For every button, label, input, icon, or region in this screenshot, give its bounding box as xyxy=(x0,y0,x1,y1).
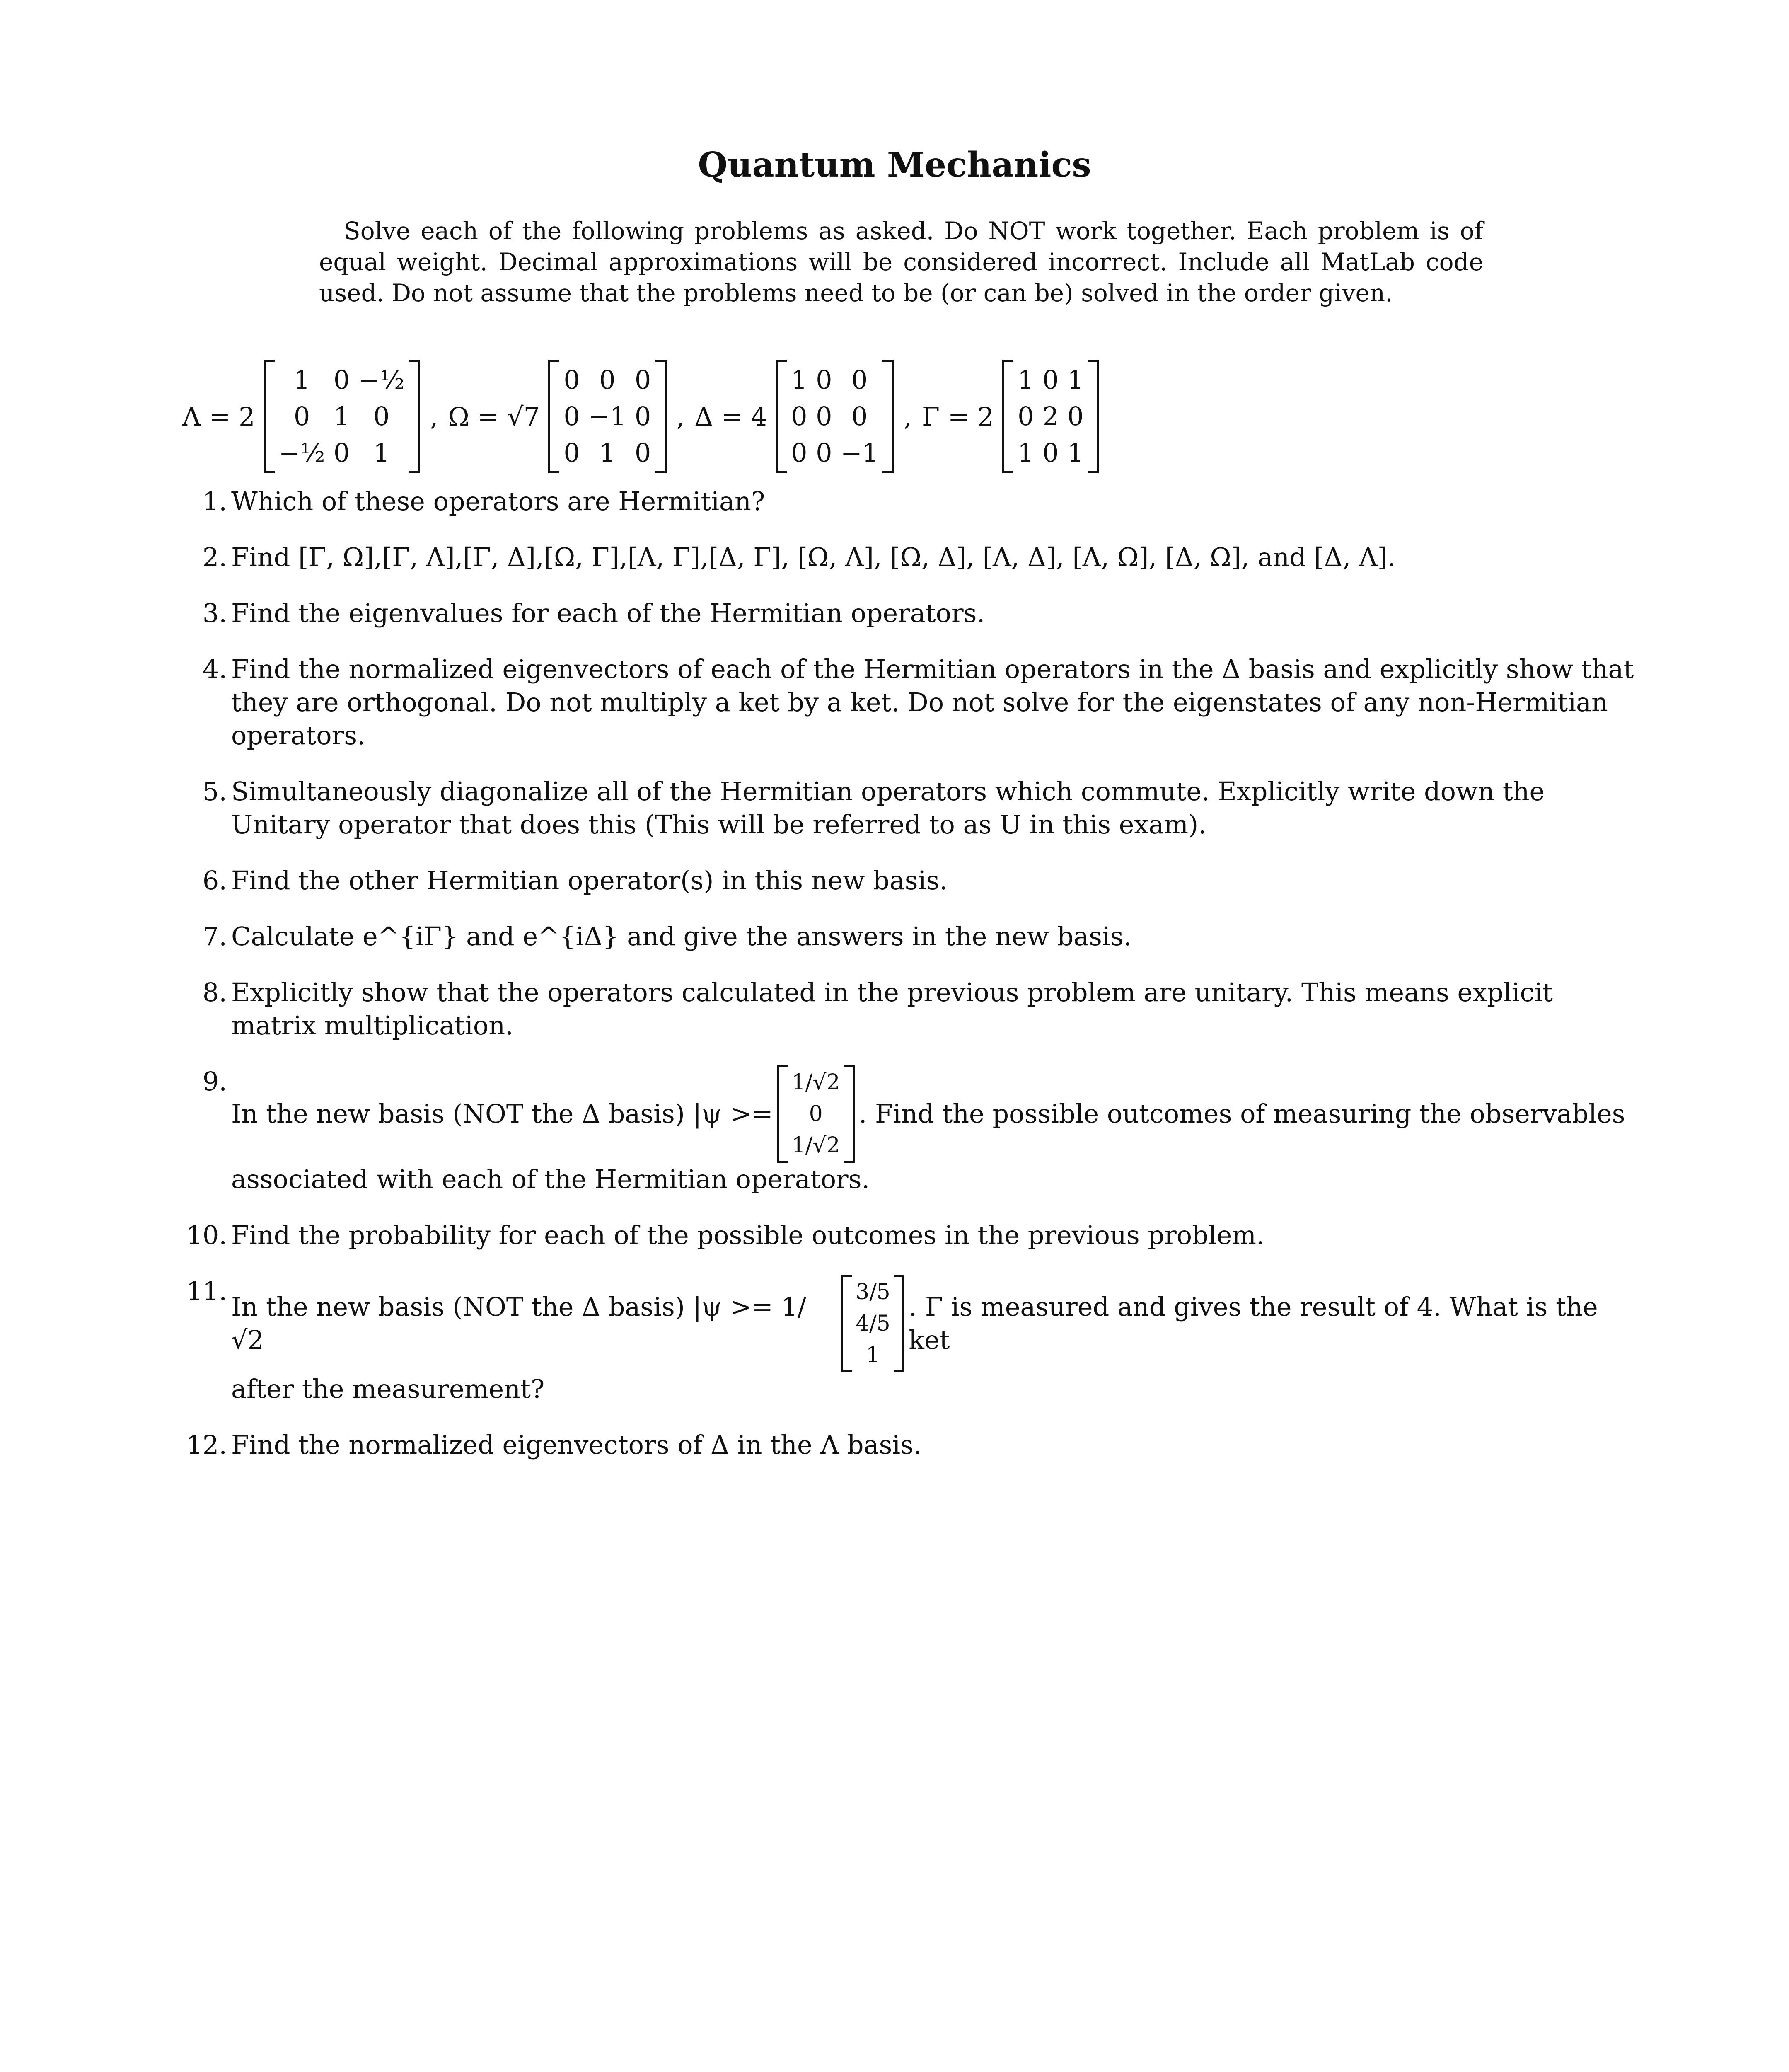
vector-cell: 4/5 xyxy=(856,1311,890,1336)
problem-item xyxy=(178,1065,1645,1196)
left-bracket xyxy=(548,360,559,473)
matrix-cell: 1 xyxy=(333,401,350,431)
operator-lhs: Λ = 2 xyxy=(182,401,255,432)
problem-number: 6. xyxy=(202,865,227,896)
matrix-cell: −½ xyxy=(358,365,405,395)
right-bracket xyxy=(844,1065,855,1163)
problem-item xyxy=(178,775,1645,841)
right-bracket xyxy=(655,360,667,473)
matrix-cell: 1 xyxy=(1018,365,1034,395)
matrix-cell: 1 xyxy=(293,365,310,395)
matrix-cells xyxy=(788,1065,844,1163)
vector-cell: 0 xyxy=(809,1101,823,1126)
problem-text: Find the eigenvalues for each of the Hermitian operators. xyxy=(231,598,985,628)
matrix-cells xyxy=(787,360,882,473)
problem-text: Find the other Hermitian operator(s) in this new basis. xyxy=(231,865,948,896)
matrix-cell: 0 xyxy=(1042,365,1059,395)
problem-number: 4. xyxy=(202,654,227,684)
matrix-cell: 1 xyxy=(791,365,807,395)
problem-item xyxy=(178,541,1645,574)
problem-item xyxy=(178,976,1645,1042)
comma-separator: , xyxy=(904,401,912,432)
problem-text: Find [Γ, Ω],[Γ, Λ],[Γ, Δ],[Ω, Γ],[Λ, Γ],[Δ, Γ], [Ω, Λ], [Ω, Δ], [Λ, Δ], [Λ, Ω], [Δ, Ω], and [Δ, Λ]. xyxy=(231,542,1396,572)
matrix-cell: 0 xyxy=(851,365,868,395)
problem-number: 12. xyxy=(186,1430,227,1460)
problem-number: 7. xyxy=(202,921,227,951)
problem-item xyxy=(178,864,1645,897)
vector-cell: 1/√2 xyxy=(791,1133,840,1158)
operator-matrix xyxy=(264,360,420,473)
operator-0 xyxy=(178,360,424,473)
matrix-cell: 1 xyxy=(1067,365,1084,395)
problem-item xyxy=(178,597,1645,630)
operator-matrix xyxy=(548,360,666,473)
matrix-cell: 0 xyxy=(634,438,651,468)
matrix-cells xyxy=(1013,360,1088,473)
problem-text-pre: In the new basis (NOT the Δ basis) |ψ >= 1/√2 xyxy=(231,1292,806,1355)
operator-lhs: Ω = √7 xyxy=(448,401,540,432)
problem-text: Which of these operators are Hermitian? xyxy=(231,486,765,516)
matrix-cell: 0 xyxy=(634,401,651,431)
matrix-cell: 0 xyxy=(373,401,390,431)
problem-text: Find the normalized eigenvectors of each of the Hermitian operators in the Δ basis and explicitly show that they are orthogonal. Do not multiply a ket by a ket. Do not solve for the eigenstates of any non-Hermitian operators. xyxy=(231,654,1634,750)
matrix-cell: 1 xyxy=(373,438,390,468)
instructions-paragraph: Solve each of the following problems as asked. Do NOT work together. Each problem is of equal weight. Decimal approximations will be considered incorrect. Include all MatLab code used. Do not assume that the problems need to be (or can be) solved in the order given. xyxy=(319,217,1483,307)
problem-text-cont: after the measurement? xyxy=(231,1374,545,1404)
problem-number: 3. xyxy=(202,598,227,628)
matrix-cell: 0 xyxy=(816,365,832,395)
problem-item xyxy=(178,653,1645,752)
vector-cell: 1 xyxy=(866,1343,880,1368)
problem-text-post: . Γ is measured and gives the result of 4. What is the ket xyxy=(909,1292,1598,1355)
matrix-cell: 2 xyxy=(1042,401,1059,431)
problem-text: Explicitly show that the operators calculated in the previous problem are unitary. This means explicit matrix multiplication. xyxy=(231,977,1553,1041)
right-bracket xyxy=(894,1275,905,1372)
problem-number: 8. xyxy=(202,977,227,1007)
problem-number: 9. xyxy=(202,1066,227,1097)
problem-text: Simultaneously diagonalize all of the Hermitian operators which commute. Explicitly write down the Unitary operator that does this (This will be referred to as U in this exam). xyxy=(231,776,1545,840)
matrix-cells xyxy=(559,360,655,473)
matrix-cell: 0 xyxy=(563,401,580,431)
left-bracket xyxy=(1002,360,1013,473)
matrix-cell: 1 xyxy=(599,438,616,468)
vector-cell: 1/√2 xyxy=(791,1070,840,1095)
right-bracket xyxy=(409,360,420,473)
problem-number: 2. xyxy=(202,542,227,572)
matrix-cell: 0 xyxy=(791,401,807,431)
problem-text-cont: associated with each of the Hermitian operators. xyxy=(231,1164,870,1194)
problem-text-post: . Find the possible outcomes of measuring the observables xyxy=(858,1099,1625,1129)
problem-text: Find the probability for each of the possible outcomes in the previous problem. xyxy=(231,1220,1264,1250)
matrix-cell: 0 xyxy=(563,438,580,468)
state-vector xyxy=(841,1275,904,1372)
matrix-cell: 0 xyxy=(791,438,807,468)
matrix-cell: 0 xyxy=(293,401,310,431)
problem-text: Find the normalized eigenvectors of Δ in the Λ basis. xyxy=(231,1430,922,1460)
matrix-cell: 0 xyxy=(599,365,616,395)
problem-item xyxy=(178,920,1645,953)
problem-line xyxy=(231,1275,1645,1372)
matrix-cells xyxy=(275,360,409,473)
problem-item xyxy=(178,1428,1645,1462)
operator-2 xyxy=(690,360,898,473)
state-vector xyxy=(777,1065,855,1163)
operator-lhs: Γ = 2 xyxy=(921,401,994,432)
problem-number: 11. xyxy=(186,1276,227,1306)
operator-3 xyxy=(918,360,1103,473)
right-bracket xyxy=(1088,360,1099,473)
matrix-cell: 0 xyxy=(333,438,350,468)
problem-number: 1. xyxy=(202,486,227,516)
problem-number: 10. xyxy=(186,1220,227,1250)
matrix-cell: 0 xyxy=(1042,438,1059,468)
comma-separator: , xyxy=(676,401,685,432)
matrix-cell: 0 xyxy=(1067,401,1084,431)
operator-lhs: Δ = 4 xyxy=(694,401,767,432)
problem-text: Calculate e^{iΓ} and e^{iΔ} and give the answers in the new basis. xyxy=(231,921,1132,951)
matrix-cell: 0 xyxy=(851,401,868,431)
matrix-cell: 0 xyxy=(816,401,832,431)
problem-item xyxy=(178,1219,1645,1252)
right-bracket xyxy=(882,360,894,473)
left-bracket xyxy=(777,1065,788,1163)
problem-item xyxy=(178,485,1645,518)
operator-1 xyxy=(444,360,670,473)
left-bracket xyxy=(776,360,787,473)
matrix-cell: −½ xyxy=(278,438,325,468)
operator-matrix xyxy=(776,360,894,473)
comma-separator: , xyxy=(430,401,438,432)
problem-text-pre: In the new basis (NOT the Δ basis) |ψ >= xyxy=(231,1099,773,1129)
matrix-cell: 0 xyxy=(816,438,832,468)
matrix-cell: −1 xyxy=(588,401,626,431)
matrix-cell: 0 xyxy=(333,365,350,395)
left-bracket xyxy=(264,360,275,473)
left-bracket xyxy=(841,1275,852,1372)
matrix-cell: 0 xyxy=(1018,401,1034,431)
problem-line xyxy=(231,1065,1645,1163)
matrix-cell: 1 xyxy=(1067,438,1084,468)
matrix-cells xyxy=(852,1275,893,1372)
matrix-cell: 0 xyxy=(634,365,651,395)
problem-list xyxy=(178,485,1645,1484)
matrix-cell: 0 xyxy=(563,365,580,395)
operator-definitions xyxy=(178,354,1103,479)
operator-matrix xyxy=(1002,360,1099,473)
page-title: Quantum Mechanics xyxy=(698,145,1091,185)
vector-cell: 3/5 xyxy=(856,1280,890,1305)
problem-item xyxy=(178,1275,1645,1406)
matrix-cell: 1 xyxy=(1018,438,1034,468)
matrix-cell: −1 xyxy=(840,438,879,468)
problem-number: 5. xyxy=(202,776,227,806)
